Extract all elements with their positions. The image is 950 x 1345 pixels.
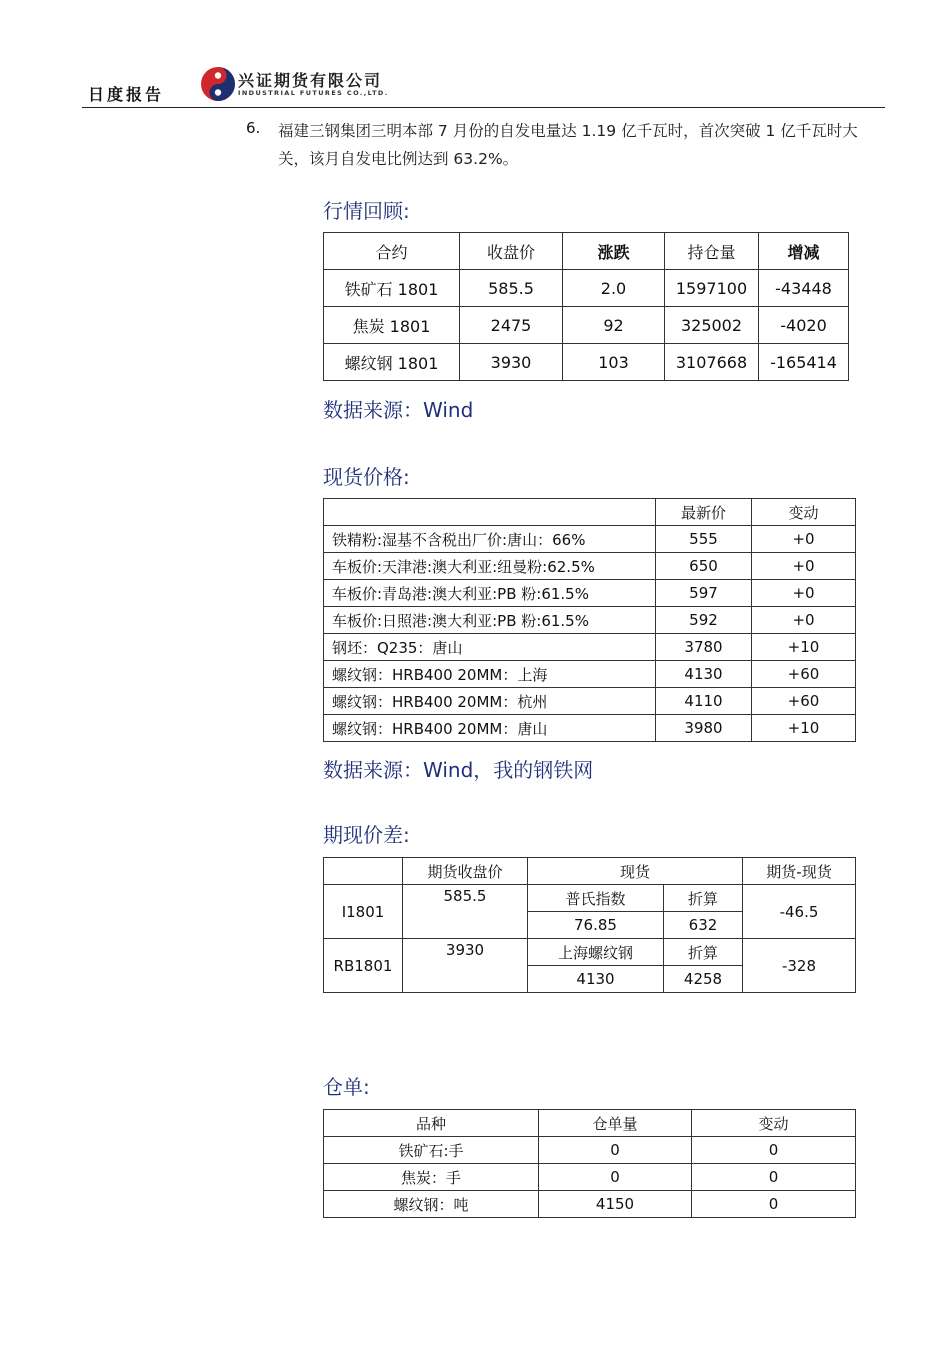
table-cell: 螺纹钢：吨 <box>324 1191 539 1218</box>
table-cell: 4130 <box>656 661 752 688</box>
column-header: 最新价 <box>656 499 752 526</box>
table-cell: 普氏指数 <box>528 885 664 912</box>
quotes-data-source: 数据来源：Wind <box>323 398 474 422</box>
table-cell: 折算 <box>664 885 743 912</box>
table-cell: 4258 <box>664 966 743 993</box>
spot-price-table <box>323 498 856 742</box>
table-cell: 1597100 <box>665 270 759 307</box>
table-cell: -46.5 <box>743 885 856 939</box>
header-divider <box>82 107 885 108</box>
basis-section-title: 期现价差: <box>323 823 410 847</box>
report-type-label: 日度报告 <box>88 85 165 104</box>
table-cell: 3930 <box>460 344 563 381</box>
table-cell: 上海螺纹钢 <box>528 939 664 966</box>
table-cell: +0 <box>752 607 856 634</box>
spot-section-title: 现货价格: <box>323 465 410 489</box>
table-cell: 0 <box>692 1191 856 1218</box>
table-cell: -4020 <box>759 307 849 344</box>
table-cell: -165414 <box>759 344 849 381</box>
column-header <box>324 858 403 885</box>
table-cell: I1801 <box>324 885 403 939</box>
table-cell: +0 <box>752 580 856 607</box>
company-name-cn: 兴证期货有限公司 <box>238 71 383 90</box>
table-cell: 650 <box>656 553 752 580</box>
table-cell: 3780 <box>656 634 752 661</box>
table-cell: 车板价:天津港:澳大利亚:纽曼粉:62.5% <box>324 553 656 580</box>
table-row <box>324 939 856 966</box>
table-cell: 0 <box>539 1164 692 1191</box>
table-cell: 92 <box>563 307 665 344</box>
table-row <box>324 344 849 381</box>
table-cell: 103 <box>563 344 665 381</box>
column-header: 变动 <box>692 1110 856 1137</box>
table-cell: 螺纹钢：HRB400 20MM：上海 <box>324 661 656 688</box>
table-row <box>324 553 856 580</box>
news-item-number: 6. <box>246 119 261 137</box>
table-cell: 325002 <box>665 307 759 344</box>
column-header: 持仓量 <box>665 233 759 270</box>
table-cell: 车板价:青岛港:澳大利亚:PB 粉:61.5% <box>324 580 656 607</box>
quotes-table <box>323 232 849 381</box>
table-cell: -328 <box>743 939 856 993</box>
basis-table <box>323 857 856 993</box>
table-header-row <box>324 858 856 885</box>
table-row <box>324 307 849 344</box>
table-cell: 2475 <box>460 307 563 344</box>
table-cell: 632 <box>664 912 743 939</box>
table-cell: 焦炭 1801 <box>324 307 460 344</box>
table-cell: 0 <box>692 1164 856 1191</box>
table-cell: 2.0 <box>563 270 665 307</box>
table-cell: 铁矿石 1801 <box>324 270 460 307</box>
table-cell: 0 <box>539 1137 692 1164</box>
table-cell: 3107668 <box>665 344 759 381</box>
table-cell: 585.5 <box>403 885 528 939</box>
table-row <box>324 634 856 661</box>
table-header-row <box>324 1110 856 1137</box>
column-header: 合约 <box>324 233 460 270</box>
table-cell: 592 <box>656 607 752 634</box>
table-cell: 铁精粉:湿基不含税出厂价:唐山：66% <box>324 526 656 553</box>
table-cell: 76.85 <box>528 912 664 939</box>
table-cell: RB1801 <box>324 939 403 993</box>
table-cell: +10 <box>752 634 856 661</box>
table-cell: +60 <box>752 688 856 715</box>
table-row <box>324 661 856 688</box>
company-name-en: INDUSTRIAL FUTURES CO.,LTD. <box>238 89 389 97</box>
column-header: 现货 <box>528 858 743 885</box>
table-row <box>324 526 856 553</box>
table-cell: 4110 <box>656 688 752 715</box>
column-header <box>324 499 656 526</box>
table-cell: 4150 <box>539 1191 692 1218</box>
table-cell: 螺纹钢：HRB400 20MM：杭州 <box>324 688 656 715</box>
table-cell: 0 <box>692 1137 856 1164</box>
column-header: 期货-现货 <box>743 858 856 885</box>
table-row <box>324 1191 856 1218</box>
news-item-text: 福建三钢集团三明本部 7 月份的自发电量达 1.19 亿千瓦时，首次突破 1 亿千瓦时大关，该月自发电比例达到 63.2%。 <box>278 122 858 168</box>
table-cell: 螺纹钢：HRB400 20MM：唐山 <box>324 715 656 742</box>
quotes-section-title: 行情回顾: <box>323 199 410 223</box>
table-cell: 折算 <box>664 939 743 966</box>
table-cell: 钢坯：Q235：唐山 <box>324 634 656 661</box>
table-cell: 焦炭：手 <box>324 1164 539 1191</box>
column-header: 增减 <box>759 233 849 270</box>
table-row <box>324 580 856 607</box>
warrant-table <box>323 1109 856 1218</box>
table-cell: 车板价:日照港:澳大利亚:PB 粉:61.5% <box>324 607 656 634</box>
table-cell: 螺纹钢 1801 <box>324 344 460 381</box>
table-cell: +10 <box>752 715 856 742</box>
column-header: 品种 <box>324 1110 539 1137</box>
table-cell: 4130 <box>528 966 664 993</box>
table-row <box>324 270 849 307</box>
table-cell: 585.5 <box>460 270 563 307</box>
company-logo-icon <box>200 66 236 102</box>
table-cell: 555 <box>656 526 752 553</box>
table-row <box>324 715 856 742</box>
table-row <box>324 1137 856 1164</box>
table-cell: +60 <box>752 661 856 688</box>
table-header-row <box>324 233 849 270</box>
table-header-row <box>324 499 856 526</box>
table-row <box>324 885 856 912</box>
table-cell: -43448 <box>759 270 849 307</box>
column-header: 仓单量 <box>539 1110 692 1137</box>
table-cell: 铁矿石:手 <box>324 1137 539 1164</box>
table-row <box>324 688 856 715</box>
column-header: 变动 <box>752 499 856 526</box>
table-cell: +0 <box>752 526 856 553</box>
column-header: 期货收盘价 <box>403 858 528 885</box>
column-header: 涨跌 <box>563 233 665 270</box>
table-cell: 597 <box>656 580 752 607</box>
warrant-section-title: 仓单: <box>323 1075 370 1099</box>
column-header: 收盘价 <box>460 233 563 270</box>
table-cell: +0 <box>752 553 856 580</box>
table-row <box>324 1164 856 1191</box>
table-cell: 3980 <box>656 715 752 742</box>
spot-data-source: 数据来源：Wind，我的钢铁网 <box>323 758 594 782</box>
table-row <box>324 607 856 634</box>
table-cell: 3930 <box>403 939 528 993</box>
